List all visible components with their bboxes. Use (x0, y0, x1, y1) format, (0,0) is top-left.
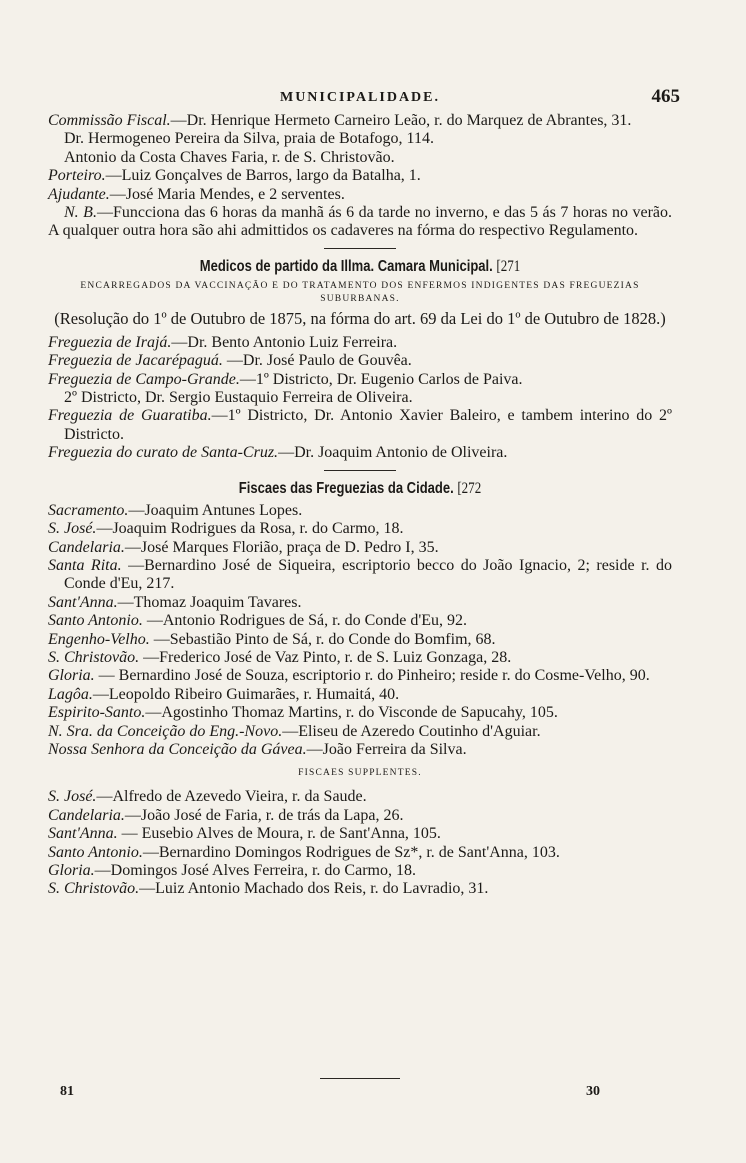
entry-text: —Funcciona das 6 horas da manhã ás 6 da tarde no inverno, e das 5 ás 7 horas no verão. A qualquer outra hora são ahi admittidos os cadaveres na fórma do respectivo Regulamento. (48, 204, 673, 240)
entry-label: Engenho-Velho. (48, 630, 150, 648)
entry (48, 371, 672, 389)
entry-text: —Joaquim Rodrigues da Rosa, r. do Carmo, 18. (96, 520, 404, 538)
section-subtitle: ENCARREGADOS DA VACCINAÇÃO E DO TRATAMENTO DOS ENFERMOS INDIGENTES DAS FREGUEZIAS SUBURBANAS. (80, 280, 640, 304)
entry (48, 149, 672, 167)
entry-text: —João José de Faria, r. de trás da Lapa, 26. (124, 806, 404, 824)
entry-label: Espirito-Santo. (48, 704, 146, 722)
section-title (98, 480, 622, 498)
entry (48, 444, 672, 462)
subsection-title: FISCAES SUPPLENTES. (298, 768, 422, 779)
entry (48, 407, 672, 444)
entry (48, 807, 672, 825)
entry-label: Freguezia do curato de Santa-Cruz. (48, 444, 279, 462)
entry-text: —Luiz Antonio Machado dos Reis, r. do Lavradio, 31. (139, 880, 489, 898)
section-ref: [272 (457, 479, 482, 497)
entry-text: —Luiz Gonçalves de Barros, largo da Batalha, 1. (105, 167, 421, 185)
entry (48, 520, 672, 538)
entry-text: —Alfredo de Azevedo Vieira, r. da Saude. (96, 788, 367, 806)
entry-label: N. B. (64, 204, 97, 222)
entry-text: —Antonio Rodrigues de Sá, r. do Conde d'Eu, 92. (142, 612, 468, 630)
entry-text: —Thomaz Joaquim Tavares. (117, 593, 302, 611)
entry-text: —Leopoldo Ribeiro Guimarães, r. Humaitá, 40. (92, 685, 400, 703)
entry (48, 862, 672, 880)
entry-label: Freguezia de Irajá. (48, 333, 172, 351)
section2-entries (48, 502, 672, 760)
entry (48, 502, 672, 520)
section-title-text: Medicos de partido da Illma. Camara Municipal. (199, 257, 493, 275)
entry (48, 667, 672, 685)
entry-label: S. José. (48, 788, 97, 806)
entry-text: —Bernardino Domingos Rodrigues de Sz*, r. de Sant'Anna, 103. (142, 843, 560, 861)
entry (48, 186, 672, 204)
entry-label: Freguezia de Campo-Grande. (48, 370, 240, 388)
entry (48, 204, 672, 241)
entry-label: Sant'Anna. (48, 593, 118, 611)
entry-label: Candelaria. (48, 538, 125, 556)
entry-label: Gloria. (48, 862, 95, 879)
entry (48, 649, 672, 667)
entry-label: Gloria. (48, 667, 95, 685)
divider (324, 470, 396, 471)
entry (48, 612, 672, 630)
entry-label: S. Christovão. (48, 648, 140, 666)
footer-rule (320, 1078, 400, 1079)
header-title: MUNICIPALIDADE. (279, 90, 441, 105)
entry-text: —Bernardino José de Siqueira, escriptorio becco do João Ignacio, 2; reside r. do Conde d'Eu, 217. (64, 556, 673, 593)
entry (48, 334, 672, 352)
signature-mark-left: 81 (60, 1084, 74, 1099)
entry-text: Antonio da Costa Chaves Faria, r. de S. Christovão. (64, 148, 395, 166)
entry (48, 741, 672, 759)
entry-label: Freguezia de Guaratiba. (48, 407, 212, 425)
entry (48, 825, 672, 843)
entry (48, 557, 672, 594)
page-number: 465 (651, 86, 680, 107)
entry-text: —1º Districto, Dr. Antonio Xavier Baleiro, e tambem interino do 2º Districto. (64, 407, 672, 443)
entry-text: —Dr. José Paulo de Gouvêa. (222, 352, 412, 370)
section-title (98, 258, 622, 276)
entry-label: Ajudante. (48, 185, 110, 203)
entry-text: —José Maria Mendes, e 2 serventes. (109, 185, 345, 203)
entry-text: —Dr. Henrique Hermeto Carneiro Leão, r. do Marquez de Abrantes, 31. (170, 112, 632, 129)
entry (48, 631, 672, 649)
entry (48, 112, 672, 130)
entry-text: —Eliseu de Azeredo Coutinho d'Aguiar. (282, 722, 541, 740)
entry-text: —José Marques Florião, praça de D. Pedro I, 35. (124, 538, 439, 556)
entry (48, 352, 672, 370)
entry-label: Santa Rita. (48, 556, 122, 574)
section-ref: [271 (496, 257, 521, 275)
entry-label: Nossa Senhora da Conceição da Gávea. (48, 740, 307, 758)
entry-text: — Bernardino José de Souza, escriptorio r. do Pinheiro; reside r. do Cosme-Velho, 90. (94, 667, 650, 685)
entry-text: —Frederico José de Vaz Pinto, r. de S. Luiz Gonzaga, 28. (139, 648, 512, 666)
entry-label: S. José. (48, 520, 97, 538)
entry-text: Dr. Hermogeneo Pereira da Silva, praia de Botafogo, 114. (64, 130, 434, 148)
entry (48, 130, 672, 148)
entry-text: —1º Districto, Dr. Eugenio Carlos de Paiva. (239, 370, 523, 388)
divider (324, 248, 396, 249)
entry (48, 167, 672, 185)
document-page (48, 86, 680, 899)
running-header (48, 86, 680, 108)
section-title-text: Fiscaes das Freguezias da Cidade. (238, 479, 454, 497)
entry-text: —Sebastião Pinto de Sá, r. do Conde do Bomfim, 68. (149, 630, 496, 648)
entry-label: Sacramento. (48, 501, 129, 519)
entry-label: N. Sra. da Conceição do Eng.-Novo. (48, 722, 283, 740)
entry-text: 2º Districto, Dr. Sergio Eustaquio Ferreira de Oliveira. (64, 389, 413, 407)
entry-text: —Dr. Joaquim Antonio de Oliveira. (278, 444, 508, 462)
entry-label: Santo Antonio. (48, 612, 143, 630)
entry-label: Porteiro. (48, 167, 106, 185)
entry (48, 539, 672, 557)
entry-label: Santo Antonio. (48, 843, 143, 861)
entry-text: — Eusebio Alves de Moura, r. de Sant'Anna, 105. (117, 825, 441, 843)
entry (48, 723, 672, 741)
entry-label: Sant'Anna. (48, 825, 118, 843)
entry-label: S. Christovão. (48, 880, 140, 898)
entry (48, 844, 672, 862)
entry-label: Freguezia de Jacarépaguá. (48, 352, 223, 370)
entry-label: Candelaria. (48, 806, 125, 824)
entry-label: Commissão Fiscal. (48, 112, 171, 129)
entry-text: —Agostinho Thomaz Martins, r. do Visconde de Sapucahy, 105. (145, 704, 558, 722)
entry (48, 389, 672, 407)
entry (48, 880, 672, 898)
entry (48, 788, 672, 806)
entry (48, 686, 672, 704)
entry-label: Lagôa. (48, 685, 93, 703)
entry-text: —Domingos José Alves Ferreira, r. do Carmo, 18. (94, 862, 416, 879)
entry (48, 594, 672, 612)
resolution-note: (Resolução do 1º de Outubro de 1875, na fórma do art. 69 da Lei do 1º de Outubro de 1828.) (54, 308, 666, 328)
entry-text: —Dr. Bento Antonio Luiz Ferreira. (171, 333, 398, 351)
section3-entries (48, 788, 672, 898)
entry (48, 704, 672, 722)
top-entries (48, 112, 672, 241)
signature-mark-right: 30 (586, 1084, 600, 1099)
entry-text: —João Ferreira da Silva. (306, 740, 467, 758)
section1-entries (48, 334, 672, 463)
entry-text: —Joaquim Antunes Lopes. (128, 501, 303, 519)
